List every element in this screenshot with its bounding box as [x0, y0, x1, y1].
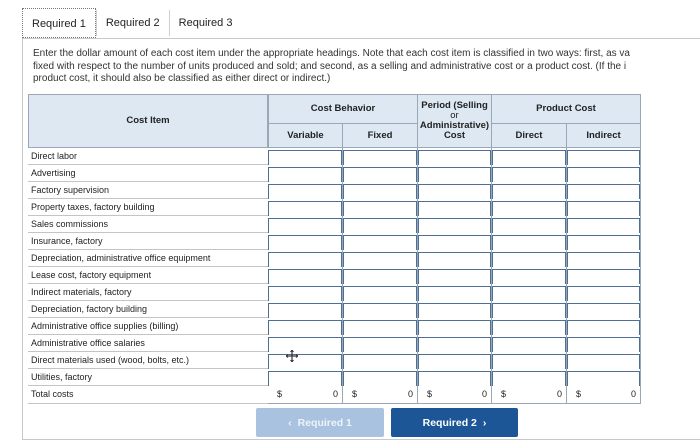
amount-cell	[567, 352, 641, 369]
amount-input[interactable]	[343, 354, 417, 370]
amount-cell	[492, 369, 567, 386]
amount-cell	[268, 369, 343, 386]
amount-cell	[418, 352, 492, 369]
currency-symbol: $	[501, 389, 507, 399]
amount-cell	[418, 233, 492, 250]
period-header-line: Period (Selling	[421, 100, 488, 111]
total-cell	[492, 386, 567, 404]
amount-input[interactable]	[418, 150, 491, 166]
tab-bar	[22, 8, 241, 38]
amount-input[interactable]	[268, 320, 342, 336]
amount-input[interactable]	[492, 252, 566, 268]
amount-input[interactable]	[492, 184, 566, 200]
amount-input[interactable]	[418, 371, 491, 387]
amount-cell	[567, 318, 641, 335]
amount-input[interactable]	[418, 167, 491, 183]
amount-input[interactable]	[418, 218, 491, 234]
total-value: 0	[630, 389, 636, 399]
cost-item-row: Administrative office supplies (billing)	[28, 318, 268, 335]
amount-cell	[567, 182, 641, 199]
amount-cell	[492, 301, 567, 318]
amount-input[interactable]	[567, 218, 640, 234]
chevron-left-icon: ‹	[288, 416, 292, 429]
cost-item-row: Utilities, factory	[28, 369, 268, 386]
amount-input[interactable]	[567, 235, 640, 251]
amount-input[interactable]	[418, 286, 491, 302]
amount-input[interactable]	[268, 218, 342, 234]
total-value: 0	[556, 389, 562, 399]
amount-input[interactable]	[492, 320, 566, 336]
amount-cell	[343, 199, 418, 216]
amount-input[interactable]	[343, 286, 417, 302]
amount-cell	[268, 165, 343, 182]
amount-cell	[418, 301, 492, 318]
amount-input[interactable]	[343, 167, 417, 183]
cost-item-row: Administrative office salaries	[28, 335, 268, 352]
amount-input[interactable]	[418, 303, 491, 319]
amount-cell	[492, 352, 567, 369]
amount-cell	[268, 352, 343, 369]
total-cell	[418, 386, 492, 404]
currency-symbol: $	[576, 389, 582, 399]
amount-cell	[567, 233, 641, 250]
amount-cell	[343, 352, 418, 369]
amount-cell	[343, 267, 418, 284]
amount-cell	[567, 284, 641, 301]
cost-item-row: Insurance, factory	[28, 233, 268, 250]
cost-item-row: Property taxes, factory building	[28, 199, 268, 216]
amount-input[interactable]	[268, 184, 342, 200]
amount-cell	[567, 369, 641, 386]
amount-input[interactable]	[268, 235, 342, 251]
cost-item-row: Depreciation, factory building	[28, 301, 268, 318]
cost-item-header: Cost Item	[28, 94, 268, 148]
amount-cell	[418, 335, 492, 352]
amount-cell	[492, 250, 567, 267]
amount-cell	[492, 267, 567, 284]
amount-cell	[567, 199, 641, 216]
amount-input[interactable]	[268, 303, 342, 319]
amount-input[interactable]	[268, 150, 342, 166]
amount-cell	[268, 318, 343, 335]
amount-input[interactable]	[418, 320, 491, 336]
total-costs-label: Total costs	[28, 386, 268, 404]
amount-input[interactable]	[492, 354, 566, 370]
amount-cell	[343, 216, 418, 233]
amount-cell	[492, 318, 567, 335]
amount-input[interactable]	[418, 184, 491, 200]
amount-input[interactable]	[343, 218, 417, 234]
amount-cell	[343, 318, 418, 335]
amount-input[interactable]	[268, 354, 342, 370]
total-value: 0	[407, 389, 413, 399]
cost-item-row: Depreciation, administrative office equipment	[28, 250, 268, 267]
amount-input[interactable]	[492, 235, 566, 251]
amount-input[interactable]	[567, 320, 640, 336]
amount-cell	[418, 165, 492, 182]
amount-cell	[268, 216, 343, 233]
cost-item-row: Factory supervision	[28, 182, 268, 199]
amount-input[interactable]	[567, 286, 640, 302]
period-cost-header	[418, 94, 492, 148]
total-cell	[567, 386, 641, 404]
amount-input[interactable]	[492, 303, 566, 319]
period-header-line: Cost	[443, 130, 466, 141]
next-button[interactable]	[391, 408, 518, 437]
amount-input[interactable]	[492, 201, 566, 217]
tab-required-1[interactable]: Required 1	[22, 8, 96, 38]
prev-button[interactable]	[256, 408, 384, 437]
amount-input[interactable]	[418, 252, 491, 268]
amount-input[interactable]	[343, 337, 417, 353]
amount-cell	[492, 335, 567, 352]
amount-input[interactable]	[492, 167, 566, 183]
tab-required-3[interactable]: Required 3	[170, 8, 242, 38]
amount-cell	[418, 250, 492, 267]
amount-cell	[343, 233, 418, 250]
amount-input[interactable]	[343, 252, 417, 268]
direct-header: Direct	[492, 124, 567, 148]
amount-input[interactable]	[567, 269, 640, 285]
total-value: 0	[332, 389, 338, 399]
amount-cell	[492, 199, 567, 216]
amount-cell	[418, 369, 492, 386]
variable-header: Variable	[268, 124, 343, 148]
amount-cell	[492, 216, 567, 233]
amount-cell	[343, 165, 418, 182]
amount-cell	[567, 250, 641, 267]
amount-input[interactable]	[418, 354, 491, 370]
amount-cell	[567, 216, 641, 233]
amount-cell	[567, 165, 641, 182]
indirect-header: Indirect	[567, 124, 641, 148]
amount-cell	[418, 148, 492, 165]
amount-input[interactable]	[567, 150, 640, 166]
cost-behavior-header: Cost Behavior	[268, 94, 418, 124]
instructions-line: product cost, it should also be classified as either direct or indirect.)	[33, 73, 331, 84]
currency-symbol: $	[277, 389, 283, 399]
amount-cell	[343, 335, 418, 352]
amount-input[interactable]	[567, 354, 640, 370]
amount-cell	[418, 284, 492, 301]
amount-input[interactable]	[343, 320, 417, 336]
amount-input[interactable]	[567, 303, 640, 319]
amount-cell	[268, 267, 343, 284]
currency-symbol: $	[427, 389, 433, 399]
cost-item-row: Lease cost, factory equipment	[28, 267, 268, 284]
question-panel	[22, 38, 700, 440]
amount-cell	[492, 284, 567, 301]
amount-input[interactable]	[567, 184, 640, 200]
amount-cell	[418, 216, 492, 233]
amount-cell	[567, 267, 641, 284]
amount-input[interactable]	[343, 184, 417, 200]
amount-cell	[343, 301, 418, 318]
amount-input[interactable]	[343, 235, 417, 251]
total-value: 0	[481, 389, 487, 399]
amount-input[interactable]	[492, 218, 566, 234]
fixed-header: Fixed	[343, 124, 418, 148]
amount-input[interactable]	[343, 269, 417, 285]
amount-input[interactable]	[343, 303, 417, 319]
amount-input[interactable]	[268, 371, 342, 387]
amount-cell	[492, 182, 567, 199]
move-cursor-icon	[286, 350, 298, 362]
period-header-line: Administrative)	[419, 120, 490, 131]
amount-cell	[343, 369, 418, 386]
amount-cell	[268, 284, 343, 301]
amount-cell	[268, 301, 343, 318]
amount-input[interactable]	[492, 150, 566, 166]
amount-cell	[492, 233, 567, 250]
product-cost-header: Product Cost	[492, 94, 641, 124]
amount-cell	[268, 199, 343, 216]
amount-input[interactable]	[343, 150, 417, 166]
cost-item-row: Direct materials used (wood, bolts, etc.)	[28, 352, 268, 369]
amount-cell	[343, 148, 418, 165]
amount-cell	[567, 335, 641, 352]
instructions-line: fixed with respect to the number of units produced and sold; and second, as a selling and administrative cost or a product cost. (If the i	[33, 60, 627, 72]
amount-input[interactable]	[268, 337, 342, 353]
amount-input[interactable]	[492, 269, 566, 285]
amount-input[interactable]	[268, 269, 342, 285]
amount-input[interactable]	[268, 201, 342, 217]
amount-input[interactable]	[268, 286, 342, 302]
cost-item-row: Sales commissions	[28, 216, 268, 233]
next-button-label: Required 2	[422, 416, 477, 429]
amount-input[interactable]	[418, 235, 491, 251]
amount-cell	[567, 301, 641, 318]
cost-item-row: Indirect materials, factory	[28, 284, 268, 301]
instructions-text	[33, 48, 700, 86]
total-cell	[268, 386, 343, 404]
cost-classification-table	[28, 94, 689, 405]
amount-cell	[268, 233, 343, 250]
period-header-line: or	[450, 110, 459, 121]
amount-cell	[268, 148, 343, 165]
amount-input[interactable]	[268, 167, 342, 183]
tab-required-2[interactable]: Required 2	[97, 8, 169, 38]
amount-input[interactable]	[418, 201, 491, 217]
amount-input[interactable]	[567, 252, 640, 268]
amount-input[interactable]	[567, 167, 640, 183]
amount-input[interactable]	[343, 201, 417, 217]
instructions-line: Enter the dollar amount of each cost item under the appropriate headings. Note that each cost item is classified in two ways: first, as va	[33, 48, 630, 59]
cost-item-row: Advertising	[28, 165, 268, 182]
amount-cell	[343, 182, 418, 199]
amount-cell	[418, 199, 492, 216]
cost-item-row: Direct labor	[28, 148, 268, 165]
amount-input[interactable]	[268, 252, 342, 268]
amount-cell	[492, 148, 567, 165]
amount-cell	[268, 335, 343, 352]
amount-cell	[418, 182, 492, 199]
total-cell	[343, 386, 418, 404]
currency-symbol: $	[352, 389, 358, 399]
amount-input[interactable]	[418, 337, 491, 353]
amount-input[interactable]	[343, 371, 417, 387]
amount-cell	[567, 148, 641, 165]
amount-input[interactable]	[492, 371, 566, 387]
amount-cell	[343, 284, 418, 301]
amount-cell	[268, 182, 343, 199]
amount-cell	[343, 250, 418, 267]
chevron-right-icon: ›	[482, 416, 487, 429]
amount-cell	[492, 165, 567, 182]
prev-button-label: Required 1	[297, 416, 352, 429]
amount-input[interactable]	[567, 371, 640, 387]
amount-input[interactable]	[492, 337, 566, 353]
amount-input[interactable]	[418, 269, 491, 285]
amount-input[interactable]	[567, 337, 640, 353]
amount-input[interactable]	[492, 286, 566, 302]
amount-cell	[268, 250, 343, 267]
amount-cell	[418, 267, 492, 284]
amount-cell	[418, 318, 492, 335]
amount-input[interactable]	[567, 201, 640, 217]
